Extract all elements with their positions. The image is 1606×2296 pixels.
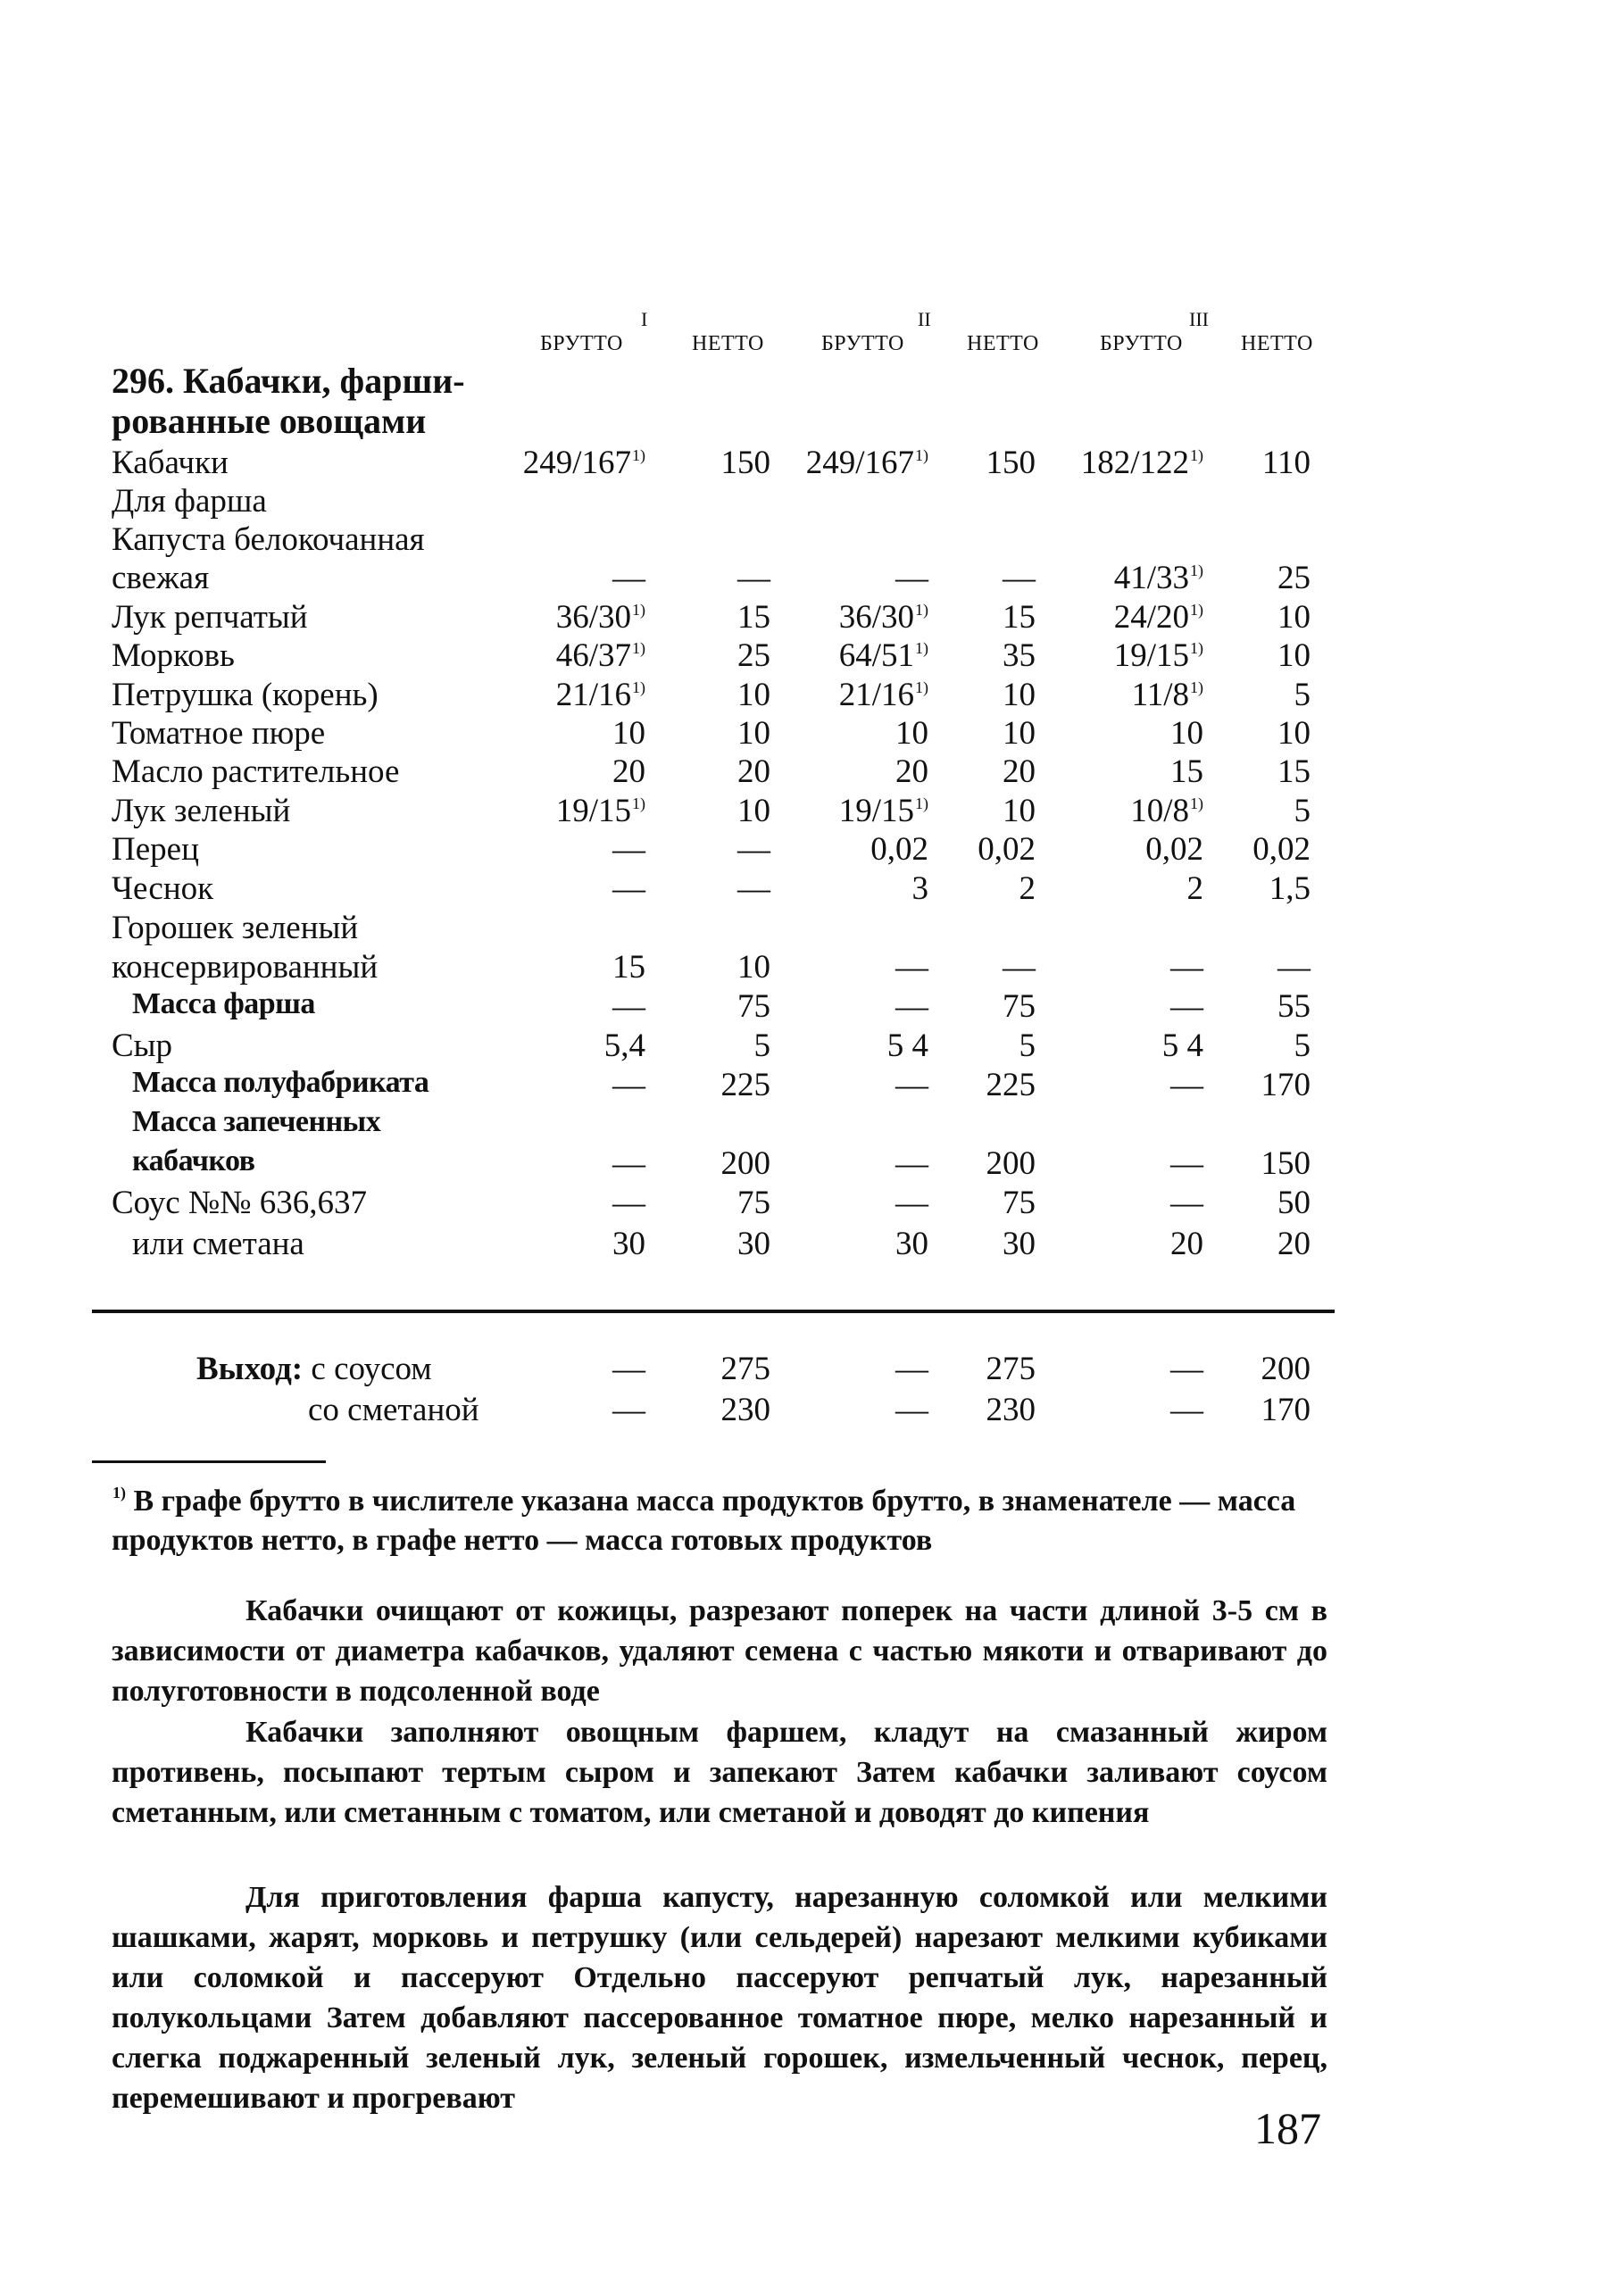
row-value xyxy=(637,676,770,714)
group-header-3: III xyxy=(1189,308,1209,330)
table-row xyxy=(0,1027,1606,1066)
footnote-ref: 1) xyxy=(915,794,928,812)
row-value xyxy=(1177,598,1311,636)
table-row xyxy=(0,792,1606,831)
row-value-text: 50 xyxy=(1277,1185,1311,1221)
row-value-text: 19/15 xyxy=(838,793,914,829)
row-label: Масса запеченных xyxy=(132,1105,381,1138)
row-value xyxy=(512,1184,645,1222)
row-value-text: 15 xyxy=(1170,753,1203,790)
footnote-ref: 1) xyxy=(1190,446,1203,464)
row-value xyxy=(902,636,1036,675)
row-value-text: — xyxy=(737,870,770,907)
table-row xyxy=(0,869,1606,909)
row-value-text: 21/16 xyxy=(838,677,914,713)
row-value-text: 36/30 xyxy=(838,599,914,636)
table-row xyxy=(0,714,1606,753)
footnote-ref: 1) xyxy=(915,678,928,696)
row-value xyxy=(902,830,1036,869)
output-value: 230 xyxy=(720,1392,770,1428)
row-value xyxy=(637,948,770,986)
row-label: Сыр xyxy=(112,1027,173,1064)
row-value xyxy=(902,987,1036,1026)
subheader-netto-1: НЕТТО xyxy=(692,332,764,355)
row-label: Масса полуфабриката xyxy=(132,1066,429,1099)
row-value xyxy=(637,636,770,675)
output-value: 275 xyxy=(986,1351,1036,1387)
row-value-text: 30 xyxy=(1003,1226,1036,1262)
row-label: Масло растительное xyxy=(112,753,400,790)
row-value xyxy=(1177,753,1311,791)
row-value-text: — xyxy=(1170,1145,1203,1182)
row-value-text: 10 xyxy=(1170,715,1203,752)
row-value xyxy=(637,792,770,830)
table-row xyxy=(0,830,1606,869)
row-value xyxy=(637,1027,770,1065)
row-label: Лук репчатый xyxy=(112,599,308,636)
row-value-text: 200 xyxy=(986,1145,1036,1182)
row-value-text: 10 xyxy=(737,715,770,752)
row-value xyxy=(637,714,770,753)
row-value-text: — xyxy=(1277,949,1311,986)
footnote-rule xyxy=(92,1460,326,1463)
output-value: — xyxy=(895,1351,928,1387)
row-value-text: 5,4 xyxy=(603,1027,645,1064)
row-value-text: — xyxy=(1003,560,1036,596)
row-value-text: 3 xyxy=(911,870,928,907)
row-value-text: — xyxy=(612,831,645,868)
row-value xyxy=(637,869,770,908)
row-value-text: — xyxy=(895,949,928,986)
footnote-ref: 1) xyxy=(1190,601,1203,619)
row-value-text: 24/20 xyxy=(1113,599,1189,636)
row-value-text: 25 xyxy=(1277,560,1311,596)
row-value-text: 0,02 xyxy=(1145,831,1203,868)
footnote xyxy=(112,1473,1335,1560)
row-value-text: 2 xyxy=(1019,870,1036,907)
table-row xyxy=(0,1066,1606,1105)
row-label: Горошек зеленый xyxy=(112,910,359,946)
paragraph-3-text: Для приготовления фарша капусту, нарезанную соломкой или мелкими шашками, жарят, морковь и петрушку (или сельдерей) нарезают мелкими кубиками или соломкой и пассеруют Отдельно пассеруют репчатый лук, нарезанный полукольцами Затем добавляют пассерованное томатное пюре, мелко нарезанный и слегка поджаренный зеленый лук, зеленый горошек, измельченный чеснок, перец, перемешивают и прогревают xyxy=(112,1881,1327,2115)
row-value-text: — xyxy=(895,1145,928,1182)
output-row-sauce xyxy=(0,1350,1606,1391)
row-value xyxy=(902,1144,1036,1183)
row-value xyxy=(512,1066,645,1104)
row-value-text: 30 xyxy=(612,1226,645,1262)
row-value-text: — xyxy=(1003,949,1036,986)
footnote-ref: 1) xyxy=(1190,639,1203,657)
table-row xyxy=(0,676,1606,715)
row-value xyxy=(1177,1144,1311,1183)
row-value xyxy=(902,948,1036,986)
row-value-text: 1,5 xyxy=(1269,870,1311,907)
output-value: 170 xyxy=(1261,1392,1311,1428)
row-label: свежая xyxy=(112,560,210,596)
row-value-text: 10 xyxy=(1003,793,1036,829)
footnote-ref: 1) xyxy=(632,678,645,696)
row-label: Петрушка (корень) xyxy=(112,677,379,713)
output-value: — xyxy=(1170,1351,1203,1387)
row-value-text: 75 xyxy=(737,988,770,1025)
row-value xyxy=(1177,869,1311,908)
row-value-text: 249/167 xyxy=(805,445,914,481)
footnote-mark: 1) xyxy=(112,1484,126,1502)
output-label-2: со сметаной xyxy=(308,1392,479,1428)
output-value: — xyxy=(1170,1392,1203,1428)
footnote-text: В графе брутто в числителе указана масса продуктов брутто, в знаменателе — масса продуктов нетто, в графе нетто — масса готовых продуктов xyxy=(112,1485,1296,1557)
footnote-ref: 1) xyxy=(915,639,928,657)
row-label: кабачков xyxy=(132,1144,255,1177)
row-value-text: — xyxy=(737,560,770,596)
row-label: Кабачки xyxy=(112,445,229,481)
row-label: Томатное пюре xyxy=(112,715,326,752)
paragraph-2 xyxy=(112,1712,1327,1833)
row-value xyxy=(902,1066,1036,1104)
row-value xyxy=(512,636,645,675)
row-value-text: 150 xyxy=(986,445,1036,481)
row-value xyxy=(637,559,770,597)
paragraph-1 xyxy=(112,1591,1327,1711)
row-label: Лук зеленый xyxy=(112,793,291,829)
row-value-text: 41/33 xyxy=(1113,560,1189,596)
row-value-text: 20 xyxy=(1003,753,1036,790)
row-value xyxy=(512,559,645,597)
table-row xyxy=(0,559,1606,598)
row-label: Чеснок xyxy=(112,870,214,907)
row-value-text: — xyxy=(895,1067,928,1103)
row-value xyxy=(512,714,645,753)
row-value xyxy=(1177,987,1311,1026)
row-value-text: 10 xyxy=(737,949,770,986)
table-row xyxy=(0,1105,1606,1144)
row-label: Масса фарша xyxy=(132,987,315,1020)
row-value-text: 15 xyxy=(1277,753,1311,790)
row-value-text: 19/15 xyxy=(555,793,631,829)
table-row xyxy=(0,520,1606,560)
row-value xyxy=(512,1027,645,1065)
row-value-text: — xyxy=(612,988,645,1025)
row-value-text: 20 xyxy=(895,753,928,790)
row-value-text: 25 xyxy=(737,637,770,674)
row-value-text: — xyxy=(1170,988,1203,1025)
table-row xyxy=(0,1225,1606,1264)
row-value-text: — xyxy=(612,560,645,596)
output-value: 275 xyxy=(720,1351,770,1387)
row-value-text: 15 xyxy=(737,599,770,636)
row-value-text: — xyxy=(895,1185,928,1221)
row-value xyxy=(902,1027,1036,1065)
table-row xyxy=(0,753,1606,792)
row-value-text: — xyxy=(612,1145,645,1182)
table-row xyxy=(0,636,1606,676)
footnote-ref: 1) xyxy=(1190,678,1203,696)
output-value: 200 xyxy=(1261,1351,1311,1387)
row-value-text: 64/51 xyxy=(838,637,914,674)
row-value-text: — xyxy=(612,1067,645,1103)
recipe-title-line2: рованные овощами xyxy=(112,401,427,441)
output-label-rest: с соусом xyxy=(303,1351,432,1387)
row-value-text: 30 xyxy=(737,1226,770,1262)
row-value-text: 10 xyxy=(895,715,928,752)
row-value-text: 5 xyxy=(1294,1027,1311,1064)
row-value xyxy=(902,676,1036,714)
footnote-ref: 1) xyxy=(915,601,928,619)
footnote-ref: 1) xyxy=(632,446,645,464)
output-value: — xyxy=(612,1351,645,1387)
row-value xyxy=(637,1066,770,1104)
row-value-text: 150 xyxy=(720,445,770,481)
subheader-brutto-3: БРУТТО xyxy=(1100,332,1183,355)
row-value xyxy=(1177,1184,1311,1222)
page-number: 187 xyxy=(1254,2103,1321,2153)
row-value-text: 21/16 xyxy=(555,677,631,713)
row-value xyxy=(1177,948,1311,986)
row-value xyxy=(1177,559,1311,597)
row-value xyxy=(512,948,645,986)
subheader-brutto-2: БРУТТО xyxy=(821,332,904,355)
row-value xyxy=(902,1184,1036,1222)
table-row xyxy=(0,598,1606,637)
row-value-text: 0,02 xyxy=(1252,831,1311,868)
table-row xyxy=(0,1144,1606,1184)
row-value-text: — xyxy=(895,560,928,596)
group-header-2: II xyxy=(918,308,931,330)
row-value xyxy=(1177,1225,1311,1263)
row-label: Соус №№ 636,637 xyxy=(112,1185,368,1221)
table-bottom-rule xyxy=(92,1310,1335,1313)
row-value xyxy=(512,1225,645,1263)
row-value xyxy=(902,559,1036,597)
row-value xyxy=(1177,830,1311,869)
table-row xyxy=(0,948,1606,987)
row-value-text: 20 xyxy=(1170,1226,1203,1262)
row-value-text: 10 xyxy=(1277,637,1311,674)
table-row xyxy=(0,444,1606,483)
row-value-text: 110 xyxy=(1261,445,1311,481)
row-value xyxy=(902,598,1036,636)
row-value-text: 10 xyxy=(737,677,770,713)
output-label-bold: Выход: xyxy=(196,1351,304,1387)
row-value-text: 46/37 xyxy=(555,637,631,674)
row-value xyxy=(902,714,1036,753)
row-value xyxy=(902,792,1036,830)
row-value-text: 75 xyxy=(1003,988,1036,1025)
output-label xyxy=(196,1350,432,1388)
row-value xyxy=(902,444,1036,482)
subheader-netto-2: НЕТТО xyxy=(967,332,1039,355)
paragraph-3 xyxy=(112,1877,1327,2118)
row-value-text: 20 xyxy=(1277,1226,1311,1262)
row-value-text: 10/8 xyxy=(1130,793,1189,829)
paragraph-2-text: Кабачки заполняют овощным фаршем, кладут на смазанный жиром противень, посыпают тертым сыром и запекают Затем кабачки заливают соусом сметанным, или сметанным с томатом, или сметаной и доводят до кипения xyxy=(112,1716,1327,1829)
row-value-text: 5 4 xyxy=(1161,1027,1203,1064)
row-value-text: — xyxy=(1170,1185,1203,1221)
footnote-ref: 1) xyxy=(1190,562,1203,579)
row-label: Перец xyxy=(112,831,199,868)
row-value-text: — xyxy=(612,1185,645,1221)
output-value: — xyxy=(612,1392,645,1428)
row-value xyxy=(637,830,770,869)
footnote-ref: 1) xyxy=(632,794,645,812)
row-value-text: 36/30 xyxy=(555,599,631,636)
row-value-text: 5 4 xyxy=(886,1027,928,1064)
footnote-ref: 1) xyxy=(632,601,645,619)
row-value xyxy=(1177,636,1311,675)
row-value-text: 30 xyxy=(895,1226,928,1262)
row-value xyxy=(637,753,770,791)
row-value xyxy=(512,1144,645,1183)
row-value xyxy=(1177,444,1311,482)
row-value-text: 10 xyxy=(737,793,770,829)
row-value xyxy=(512,753,645,791)
row-value xyxy=(512,869,645,908)
table-row xyxy=(0,482,1606,521)
row-value xyxy=(512,792,645,830)
row-value xyxy=(512,830,645,869)
paragraph-1-text: Кабачки очищают от кожицы, разрезают поперек на части длиной 3-5 см в зависимости от диаметра кабачков, удаляют семена с частью мякоти и отваривают до полуготовности в подсоленной воде xyxy=(112,1594,1327,1708)
row-value xyxy=(902,869,1036,908)
output-value: — xyxy=(895,1392,928,1428)
row-value xyxy=(637,1225,770,1263)
row-value-text: 170 xyxy=(1261,1067,1311,1103)
row-value-text: — xyxy=(612,870,645,907)
row-value-text: 249/167 xyxy=(522,445,631,481)
row-value xyxy=(902,1225,1036,1263)
row-value-text: 5 xyxy=(1294,677,1311,713)
row-value-text: 10 xyxy=(1003,677,1036,713)
row-value-text: — xyxy=(895,988,928,1025)
row-value-text: 75 xyxy=(737,1185,770,1221)
row-value-text: 15 xyxy=(612,949,645,986)
row-value-text: 0,02 xyxy=(978,831,1036,868)
row-value xyxy=(637,1144,770,1183)
table-row xyxy=(0,987,1606,1027)
row-value xyxy=(1177,1066,1311,1104)
row-value-text: 75 xyxy=(1003,1185,1036,1221)
row-value-text: 10 xyxy=(612,715,645,752)
row-value-text: 10 xyxy=(1277,715,1311,752)
table-row xyxy=(0,909,1606,948)
output-value: 230 xyxy=(986,1392,1036,1428)
row-value-text: 10 xyxy=(1277,599,1311,636)
row-value-text: 200 xyxy=(720,1145,770,1182)
row-value-text: 150 xyxy=(1261,1145,1311,1182)
recipe-title-line1: 296. Кабачки, фарши- xyxy=(112,361,465,401)
row-value-text: 225 xyxy=(720,1067,770,1103)
row-value xyxy=(637,987,770,1026)
row-value xyxy=(637,598,770,636)
row-value-text: 11/8 xyxy=(1131,677,1189,713)
row-value xyxy=(902,753,1036,791)
footnote-ref: 1) xyxy=(1190,794,1203,812)
footnote-ref: 1) xyxy=(632,639,645,657)
row-value xyxy=(512,598,645,636)
row-value xyxy=(512,987,645,1026)
row-value-text: 55 xyxy=(1277,988,1311,1025)
row-label: Морковь xyxy=(112,637,235,674)
row-value xyxy=(1177,714,1311,753)
row-value-text: 19/15 xyxy=(1113,637,1189,674)
row-value-text: 20 xyxy=(612,753,645,790)
row-value xyxy=(512,444,645,482)
row-value-text: 5 xyxy=(1294,793,1311,829)
row-label: Капуста белокочанная xyxy=(112,521,425,558)
row-value-text: 35 xyxy=(1003,637,1036,674)
row-label: Для фарша xyxy=(112,483,267,520)
row-value-text: 5 xyxy=(753,1027,770,1064)
row-value xyxy=(637,1184,770,1222)
row-label: консервированный xyxy=(112,949,379,986)
row-value-text: — xyxy=(737,831,770,868)
row-value xyxy=(1177,1027,1311,1065)
row-value-text: 0,02 xyxy=(870,831,928,868)
footnote-ref: 1) xyxy=(915,446,928,464)
row-value-text: — xyxy=(1170,949,1203,986)
row-value-text: 5 xyxy=(1019,1027,1036,1064)
table-row xyxy=(0,1184,1606,1223)
subheader-brutto-1: БРУТТО xyxy=(540,332,623,355)
row-value xyxy=(1177,792,1311,830)
row-label: или сметана xyxy=(132,1226,304,1262)
row-value-text: — xyxy=(1170,1067,1203,1103)
row-value-text: 2 xyxy=(1186,870,1203,907)
row-value-text: 15 xyxy=(1003,599,1036,636)
row-value xyxy=(637,444,770,482)
row-value-text: 225 xyxy=(986,1067,1036,1103)
row-value-text: 10 xyxy=(1003,715,1036,752)
subheader-netto-3: НЕТТО xyxy=(1241,332,1313,355)
row-value xyxy=(1177,676,1311,714)
row-value-text: 182/122 xyxy=(1080,445,1189,481)
group-header-1: I xyxy=(641,308,648,330)
output-row-smetana xyxy=(0,1391,1606,1432)
row-value-text: 20 xyxy=(737,753,770,790)
row-value xyxy=(512,676,645,714)
